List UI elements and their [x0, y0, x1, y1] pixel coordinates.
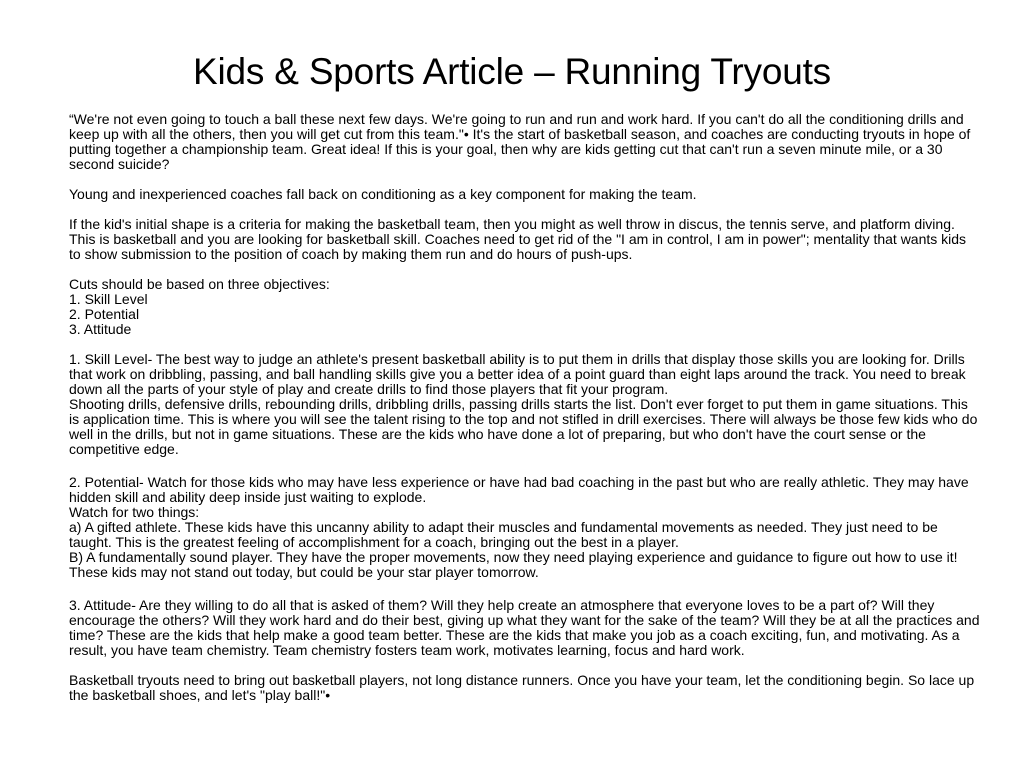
- paragraph-gifted-athlete: a) A gifted athlete. These kids have this uncanny ability to adapt their muscles and fundamental movements as needed. They just need to be taught. This is the greatest feeling of accomplishment for a coach, bringing out the best in a player.: [69, 519, 938, 550]
- paragraph-fundamental-player: B) A fundamentally sound player. They have the proper movements, now they need playing experience and guidance to figure out how to use it! These kids may not stand out today, but could be your star player tomorrow.: [69, 549, 958, 580]
- paragraph-initial-shape: If the kid's initial shape is a criteria for making the basketball team, then you might as well throw in discus, the tennis serve, and platform diving. This is basketball and you are looking for basketball skill. Coaches need to get rid of the "I am in control, I am in power"; mentality that wants kids to show submission to the position of coach by making them run and do hours of push-ups.: [69, 216, 967, 262]
- page-title: Kids & Sports Article – Running Tryouts: [193, 51, 831, 92]
- paragraph-conclusion: Basketball tryouts need to bring out basketball players, not long distance runners. Once you have your team, let the conditioning begin. So lace up the basketball shoes, and let's "play ball!"•: [69, 672, 975, 703]
- paragraph-cuts-intro: Cuts should be based on three objectives:: [69, 276, 330, 292]
- paragraph-attitude: 3. Attitude- Are they willing to do all that is asked of them? Will they help create an atmosphere that everyone loves to be a part of? Will they encourage the others? Will they work hard and do their best, giving up what they want for the sake of the team? Will they be at all the practices and time? These are the kids that help make a good team better. These are the kids that make you job as a coach exciting, fun, and motivating. As a result, you have team chemistry. Team chemistry fosters team work, motivates learning, focus and hard work.: [69, 597, 980, 658]
- paragraph-potential: 2. Potential- Watch for those kids who may have less experience or have had bad coaching in the past but who are really athletic. They may have hidden skill and ability deep inside just waiting to explode.: [69, 474, 969, 505]
- article-body: [69, 112, 981, 703]
- paragraph-skill-level: 1. Skill Level- The best way to judge an athlete's present basketball ability is to put them in drills that display those skills you are looking for. Drills that work on dribbling, passing, and ball handling skills give you a better idea of a point guard than eight laps around the track. You need to break down all the parts of your style of play and create drills to find those players that fit your program.: [69, 351, 966, 397]
- objective-item-attitude: 3. Attitude: [69, 321, 132, 337]
- paragraph-young-coaches: Young and inexperienced coaches fall back on conditioning as a key component for making the team.: [69, 186, 697, 202]
- paragraph-watch-for: Watch for two things:: [69, 504, 200, 520]
- paragraph-intro: “We're not even going to touch a ball these next few days. We're going to run and run and work hard. If you can't do all the conditioning drills and keep up with all the others, then you will get cut from this team."• It's the start of basketball season, and coaches are conducting tryouts in hope of putting together a championship team. Great idea! If this is your goal, then why are kids getting cut that can't run a seven minute mile, or a 30 second suicide?: [69, 111, 971, 172]
- objective-item-potential: 2. Potential: [69, 306, 140, 322]
- paragraph-drills: Shooting drills, defensive drills, rebounding drills, dribbling drills, passing drills starts the list. Don't ever forget to put them in game situations. This is application time. This is where you will see the talent rising to the top and not stifled in drill exercises. There will always be those few kids who do well in the drills, but not in game situations. These are the kids who have done a lot of preparing, but who don't have the court sense or the competitive edge.: [69, 396, 978, 457]
- objective-item-skill: 1. Skill Level: [69, 291, 148, 307]
